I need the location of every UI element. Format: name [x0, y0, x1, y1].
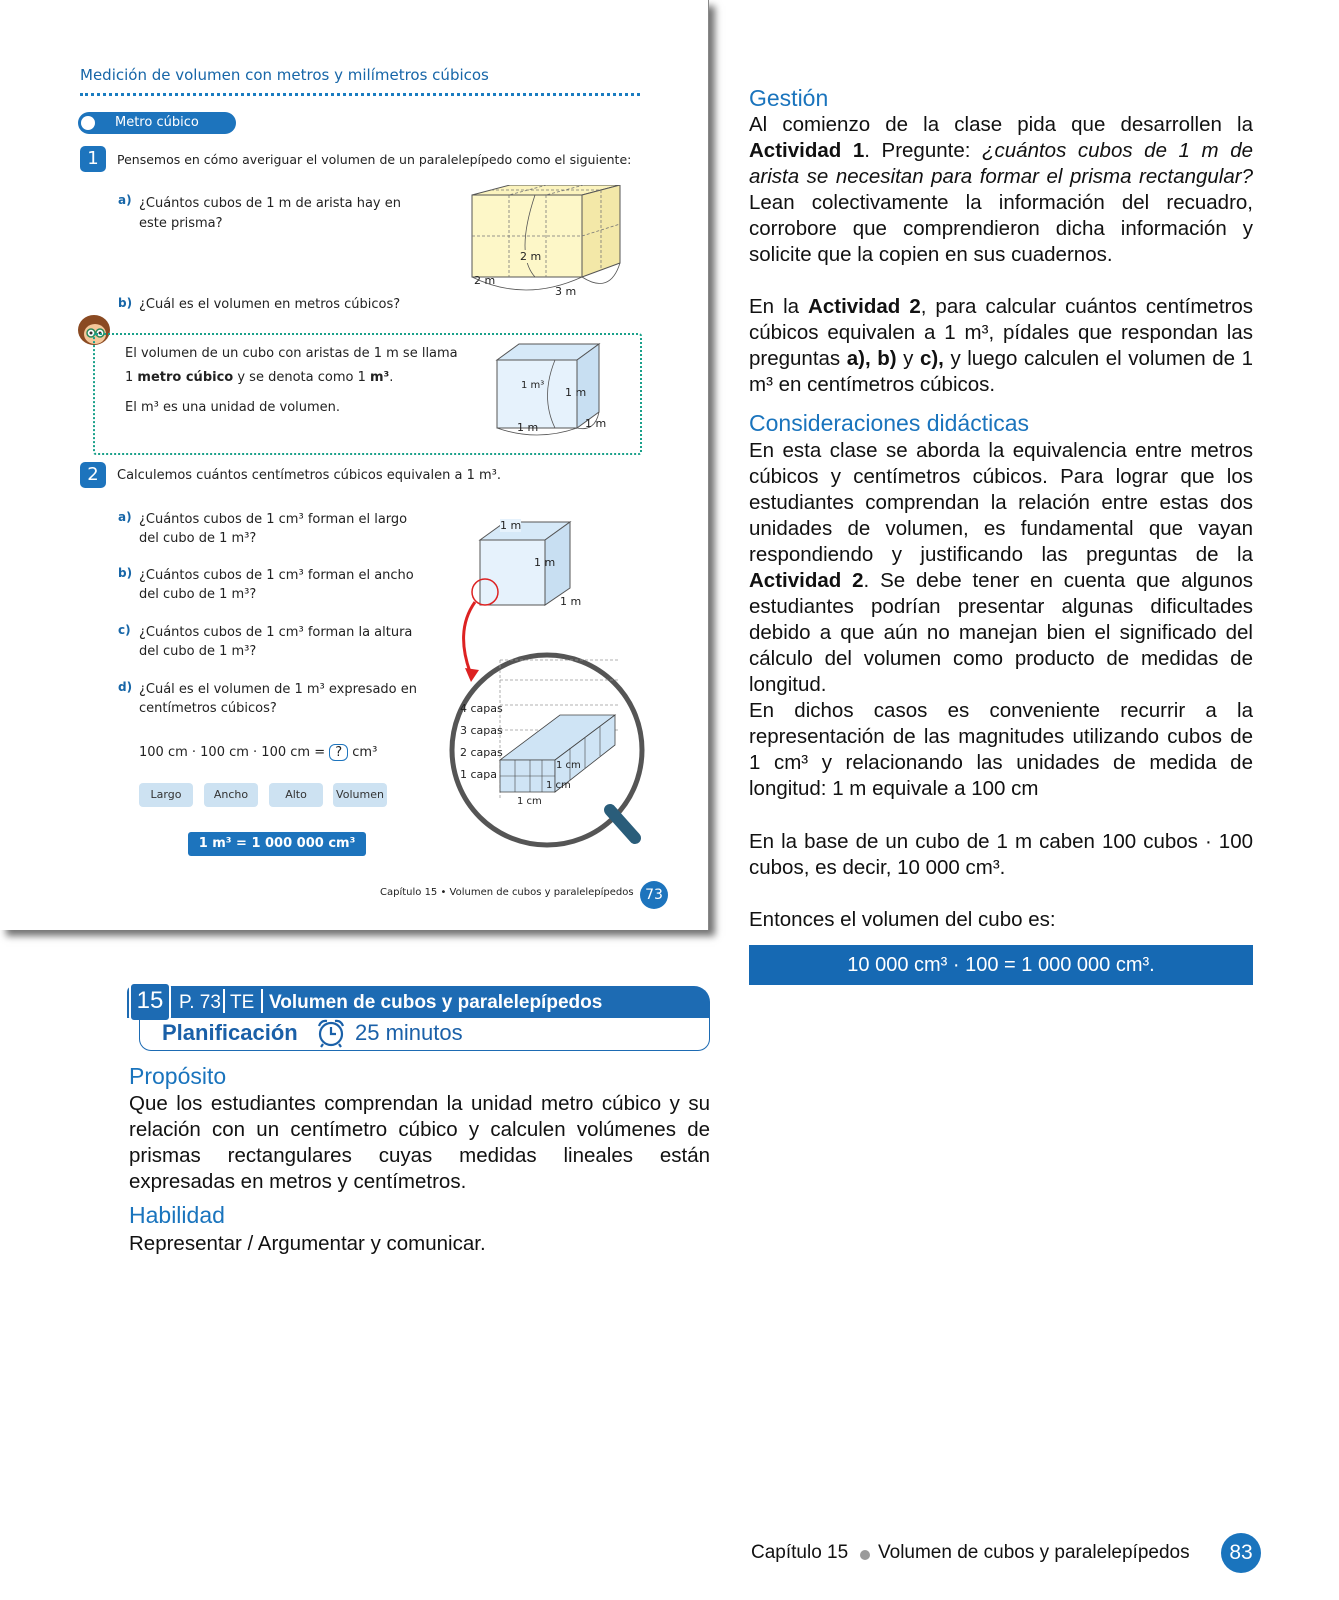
footer-page-number: 83: [1221, 1533, 1261, 1573]
tag-alto: Alto: [269, 783, 323, 807]
planning-label: Planificación: [162, 1020, 298, 1045]
gestion-p2-y: y: [896, 347, 920, 370]
activity-2-badge: 2: [80, 462, 106, 488]
cube-volume-label: 1 m³: [521, 380, 545, 391]
consideraciones-paragraph-3: En la base de un cubo de 1 m caben 100 cubos · 100 cubos, es decir, 10 000 cm³.: [749, 830, 1253, 879]
pill-dot-icon: [81, 116, 95, 130]
consideraciones-paragraph-1: [749, 438, 1253, 698]
tag-volumen: Volumen: [333, 783, 387, 807]
info-line-3: El m³ es una unidad de volumen.: [125, 400, 341, 415]
habilidad-text: Representar / Argumentar y comunicar.: [129, 1232, 486, 1255]
gestion-p1-text-c: Lean colectivamente la información del recuadro, corrobore que comprendieron dicha información y solicite que la copien en sus cuadernos.: [749, 191, 1253, 266]
act1-b-letter: b): [118, 296, 133, 310]
header-divider-2: [261, 989, 263, 1013]
answer-placeholder: ?: [329, 744, 348, 761]
info-line-2-unit: m³: [369, 370, 390, 385]
act2-a-letter: a): [118, 510, 132, 524]
small-cube-label-3: 1 cm: [517, 796, 542, 807]
small-cube-label-2: 1 cm: [546, 780, 571, 791]
cube-depth-label: 1 m: [585, 417, 607, 430]
cons-p1-text-a: En esta clase se aborda la equivalencia entre metros cúbicos y centímetros cúbicos. Para lograr que los estudiantes comprendan la relación entre estas dos unidades de volumen, es fundamental que vayan respondiendo y justificando las preguntas de la: [749, 439, 1253, 566]
act1-a-letter: a): [118, 193, 132, 207]
proposito-text: Que los estudiantes comprendan la unidad metro cúbico y su relación con un centímetro cúbico y calculen volúmenes de prismas rectangulares cuyas medidas lineales están expresadas en metros y centímetros.: [129, 1092, 710, 1193]
act1-a-question: ¿Cuántos cubos de 1 m de arista hay en este prisma?: [139, 196, 401, 231]
lesson-page-ref: P. 73: [179, 992, 221, 1013]
act2-b-question: ¿Cuántos cubos de 1 cm³ forman el ancho del cubo de 1 m³?: [139, 568, 414, 602]
habilidad-heading: Habilidad: [129, 1202, 225, 1228]
info-line-2-pre: 1: [125, 370, 138, 385]
act2-a-question: ¿Cuántos cubos de 1 cm³ forman el largo del cubo de 1 m³?: [139, 512, 408, 546]
act2-d-letter: d): [118, 680, 133, 694]
small-cube-label-1: 1 cm: [556, 760, 581, 771]
tag-largo: Largo: [139, 783, 193, 807]
calc-unit: cm³: [352, 745, 378, 760]
cons-p1-text-b: . Se debe tener en cuenta que algunos estudiantes podrían presentar algunas dificultades debido a que aún no manejan bien el significado del cálculo del volumen como producto de medidas de longitud.: [749, 569, 1253, 696]
activity-1-text: Pensemos en cómo averiguar el volumen de un paralelepípedo como el siguiente:: [117, 152, 632, 167]
activity-2-text: Calculemos cuántos centímetros cúbicos equivalen a 1 m³.: [117, 468, 502, 483]
layer-2-label: 2 capas: [460, 746, 503, 759]
gestion-paragraph-1: [749, 112, 1253, 268]
info-line-2: [125, 370, 393, 385]
calc-left-side: 100 cm · 100 cm · 100 cm =: [139, 745, 326, 760]
act2-b-letter: b): [118, 566, 133, 580]
calc-expression: [139, 744, 377, 761]
footer-bullet: [860, 1550, 870, 1560]
gestion-p2-bold: Actividad 2: [808, 295, 921, 318]
gestion-p2-bold-a: a),: [846, 347, 871, 370]
gestion-p1-text-b: . Pregunte:: [864, 139, 982, 162]
act2-d-question: ¿Cuál es el volumen de 1 m³ expresado en centímetros cúbicos?: [139, 682, 417, 716]
info-line-1: El volumen de un cubo con aristas de 1 m se llama: [125, 346, 458, 361]
prism-width-label: 2 m: [474, 274, 496, 287]
prism-length-label: 3 m: [555, 285, 577, 298]
consideraciones-heading: Consideraciones didácticas: [749, 410, 1029, 436]
layer-4-label: 4 capas: [460, 702, 503, 715]
gestion-p2-text-c: y luego calculen el volumen de 1 m³ en centímetros cúbicos.: [749, 347, 1254, 396]
gestion-paragraph-2: [749, 294, 1253, 398]
gestion-p2-text-a: En la: [749, 295, 809, 318]
cube-width-label: 1 m: [517, 421, 539, 434]
gestion-p2-bold-b: b): [877, 347, 897, 370]
prism-illustration: [465, 185, 625, 305]
gestion-heading: Gestión: [749, 85, 829, 111]
gestion-p2-text-b: , para calcular cuántos centímetros cúbicos equivalen a 1 m³, pídales que respondan las preguntas: [749, 295, 1254, 370]
lesson-title: Volumen de cubos y paralelepípedos: [269, 992, 603, 1013]
act2-c-letter: c): [118, 623, 131, 637]
consideraciones-paragraph-4: Entonces el volumen del cubo es:: [749, 908, 1056, 931]
layer-1-label: 1 capa: [460, 768, 498, 781]
tag-ancho: Ancho: [204, 783, 258, 807]
lesson-te: TE: [230, 992, 255, 1013]
info-line-2-end: .: [389, 370, 394, 385]
dotted-divider: [80, 93, 640, 96]
lesson-header-bar: [127, 986, 710, 1018]
proposito-heading: Propósito: [129, 1063, 227, 1089]
formula-bar: 10 000 cm³ · 100 = 1 000 000 cm³.: [749, 945, 1253, 985]
magnifier-illustration: [435, 520, 650, 860]
header-divider-1: [223, 989, 225, 1013]
footer-chapter: Capítulo 15: [751, 1542, 849, 1563]
topic-pill: [78, 112, 236, 134]
book-page-number: 73: [640, 881, 668, 909]
consideraciones-paragraph-2: En dichos casos es conveniente recurrir a la representación de las magnitudes utilizando cubos de 1 cm³ y relacionando las unidades de medida de longitud: 1 m equivale a 100 cm: [749, 699, 1253, 800]
prism-height-label: 2 m: [520, 250, 542, 263]
activity-1-badge: 1: [80, 146, 106, 172]
planning-duration: 25 minutos: [355, 1020, 463, 1045]
alarm-clock-icon: [316, 1018, 346, 1048]
cube2-top-label: 1 m: [500, 519, 522, 532]
cube2-depth-label: 1 m: [560, 595, 582, 608]
book-section-title: Medición de volumen con metros y milímetros cúbicos: [80, 66, 489, 84]
info-line-2-bold: metro cúbico: [137, 370, 234, 385]
student-book-page: [0, 0, 709, 930]
cons-p1-bold: Actividad 2: [749, 569, 864, 592]
info-line-2-mid: y se denota como 1: [233, 370, 370, 385]
gestion-p1-bold: Actividad 1: [749, 139, 865, 162]
lesson-number: 15: [129, 982, 171, 1022]
planning-box: [139, 1016, 710, 1051]
gestion-p1-italic: ¿cuántos cubos de 1 m de arista se necesitan para formar el prisma rectangular?: [749, 139, 1253, 188]
topic-pill-label: Metro cúbico: [115, 115, 199, 130]
gestion-p2-bold-c: c),: [919, 347, 944, 370]
act1-b-question: ¿Cuál es el volumen en metros cúbicos?: [139, 297, 401, 312]
equivalence-result: 1 m³ = 1 000 000 cm³: [188, 832, 366, 856]
book-footer-text: Capítulo 15 • Volumen de cubos y paralelepípedos: [380, 887, 634, 898]
act2-c-question: ¿Cuántos cubos de 1 cm³ forman la altura del cubo de 1 m³?: [139, 625, 413, 659]
cube-height-label: 1 m: [565, 386, 587, 399]
footer-title: Volumen de cubos y paralelepípedos: [878, 1542, 1190, 1563]
cube2-height-label: 1 m: [534, 556, 556, 569]
layer-3-label: 3 capas: [460, 724, 503, 737]
gestion-p1-text-a: Al comienzo de la clase pida que desarrollen la: [749, 113, 1253, 136]
